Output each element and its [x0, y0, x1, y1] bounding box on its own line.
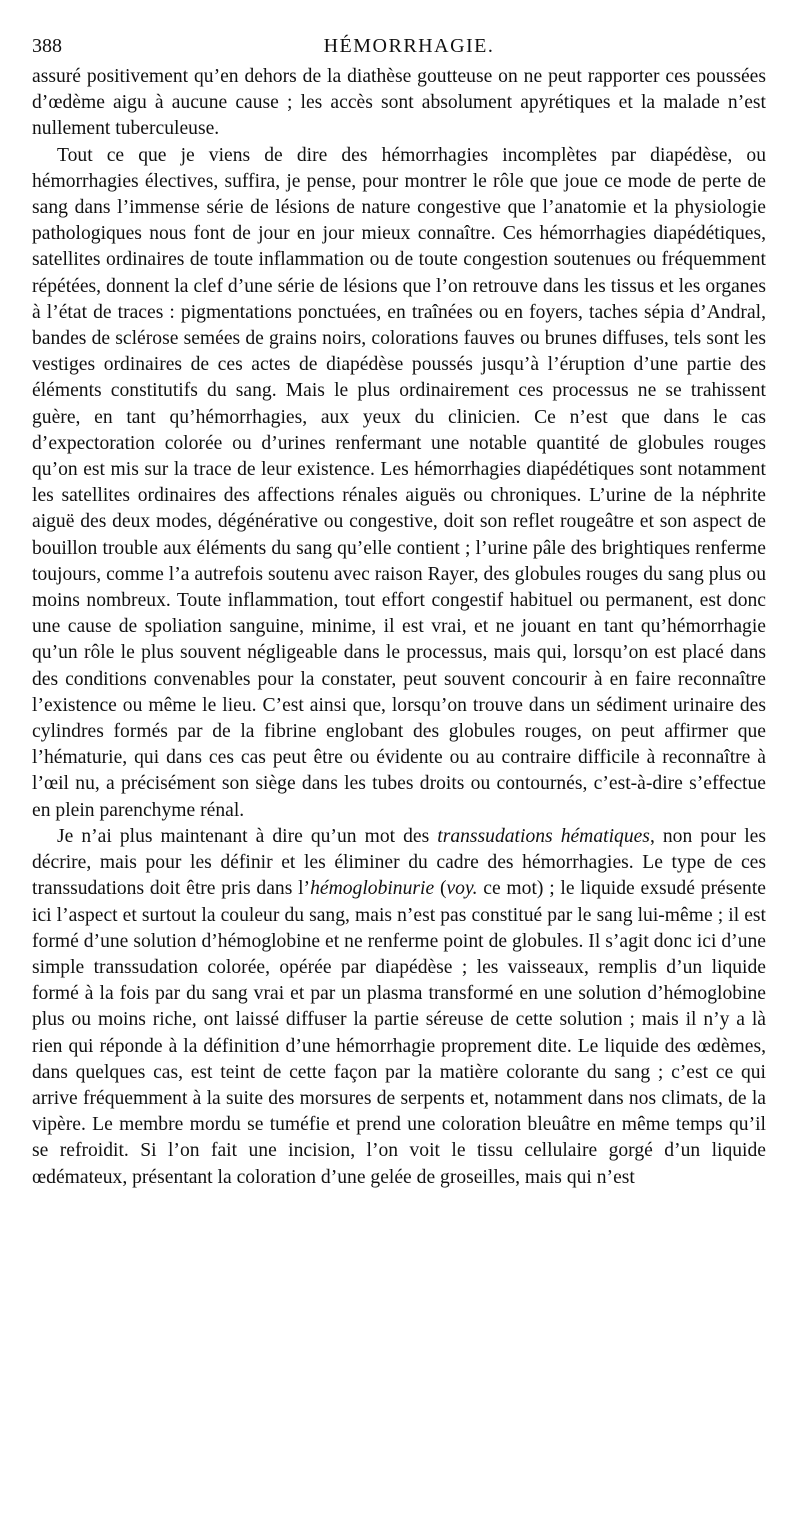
paragraph-3 [32, 824, 766, 1191]
paragraph-text: ( [434, 878, 447, 900]
page-header-title: HÉMORRHAGIE. [323, 35, 495, 57]
paragraph-text: , non pour les décrire, mais pour les définir et les éliminer du cadre des hémorrhagies. Le type de ces transsudations doit être pris dans l’ [32, 825, 766, 900]
paragraph-text: assuré positivement qu’en dehors de la diathèse goutteuse on ne peut rapporter ces poussées d’œdème aigu à aucune cause ; les accès sont absolument apyrétiques et la malade n’est nullement tuberculeuse. [32, 66, 766, 140]
paragraph-1 [32, 64, 766, 143]
italic-term-transsudations: transsudations hématiques [437, 825, 650, 847]
paragraph-text: Je n’ai plus maintenant à dire qu’un mot des [57, 825, 438, 847]
paragraph-text: ce mot) ; le liquide exsudé présente ici l’aspect et surtout la couleur du sang, mais n’est pas constitué par le sang lui-même ; il est formé d’une solution d’hémoglobine et ne renferme point de globules. Il s’agit donc ici d’une simple transsudation colorée, opérée par diapédèse ; les vaisseaux, remplis d’un liquide formé à la fois par du sang vrai et par un plasma transformé en une solution d’hémoglobine plus ou moins riche, ont laissé diffuser la partie séreuse de cette solution ; mais il n’y a là rien qui réponde à la définition d’une hémorrhagie proprement dite. Le liquide des œdèmes, dans quelques cas, est teint de cette façon par la matière colorante du sang ; c’est ce qui arrive fréquemment à la suite des morsures de serpents et, notamment dans nos climats, de la vipère. Le membre mordu se tuméfie et prend une coloration bleuâtre en même temps qu’il se refroidit. Si l’on fait une incision, l’on voit le tissu cellulaire gorgé d’un liquide œdémateux, présentant la coloration d’une gelée de groseilles, mais qui n’est [32, 878, 766, 1188]
page-number: 388 [32, 35, 62, 57]
italic-term-hemoglobinurie: hémoglobinurie [310, 878, 435, 900]
italic-term-voy: voy. [446, 878, 478, 900]
paragraph-2 [32, 143, 766, 824]
running-head [32, 26, 766, 66]
body-text [32, 64, 766, 1191]
paragraph-text: Tout ce que je viens de dire des hémorrhagies incomplètes par diapédèse, ou hémorrhagies électives, suffira, je pense, pour montrer le rôle que joue ce mode de perte de sang dans l’immense série de lésions de nature congestive que l’anatomie et la physiologie pathologiques nous font de jour en jour mieux connaître. Ces hémorrhagies diapédétiques, satellites ordinaires de toute inflammation ou de toute congestion soutenues ou fréquemment répétées, donnent la clef d’une série de lésions que l’on retrouve dans les tissus et les organes à l’état de traces : pigmentations ponctuées, en traînées ou en foyers, taches sépia d’Andral, bandes de sclérose semées de grains noirs, colorations fauves ou brunes diffuses, tels sont les vestiges ordinaires de ces actes de diapédèse poussés jusqu’à l’éruption d’une partie des éléments constitutifs du sang. Mais le plus ordinairement ces processus ne se trahissent guère, en tant qu’hémorrhagies, aux yeux du clinicien. Ce n’est que dans le cas d’expectoration colorée ou d’urines renfermant une notable quantité de globules rouges qu’on est mis sur la trace de leur existence. Les hémorrhagies diapédétiques sont notamment les satellites ordinaires des affections rénales aiguës ou chroniques. L’urine de la néphrite aiguë des deux modes, dégénérative ou congestive, doit son reflet rougeâtre et son aspect de bouillon trouble aux éléments du sang qu’elle contient ; l’urine pâle des brightiques renferme toujours, comme l’a autrefois soutenu avec raison Rayer, des globules rouges du sang plus ou moins nombreux. Toute inflammation, tout effort congestif habituel ou permanent, est donc une cause de spoliation sanguine, minime, il est vrai, et ne jouant en tant qu’hémorrhagie qu’un rôle le plus souvent négligeable dans le processus, mais qui, lorsqu’on est placé dans des conditions convenables pour la constater, peut souvent concourir à en faire reconnaître l’existence ou même le lieu. C’est ainsi que, lorsqu’on trouve dans un sédiment urinaire des cylindres formés par de la fibrine englobant des globules rouges, on peut affirmer que l’hématurie, qui dans ces cas peut être ou évidente ou au contraire difficile à reconnaître à l’œil nu, a précisément son siège dans les tubes droits ou contournés, c’est-à-dire s’effectue en plein parenchyme rénal. [32, 144, 766, 821]
